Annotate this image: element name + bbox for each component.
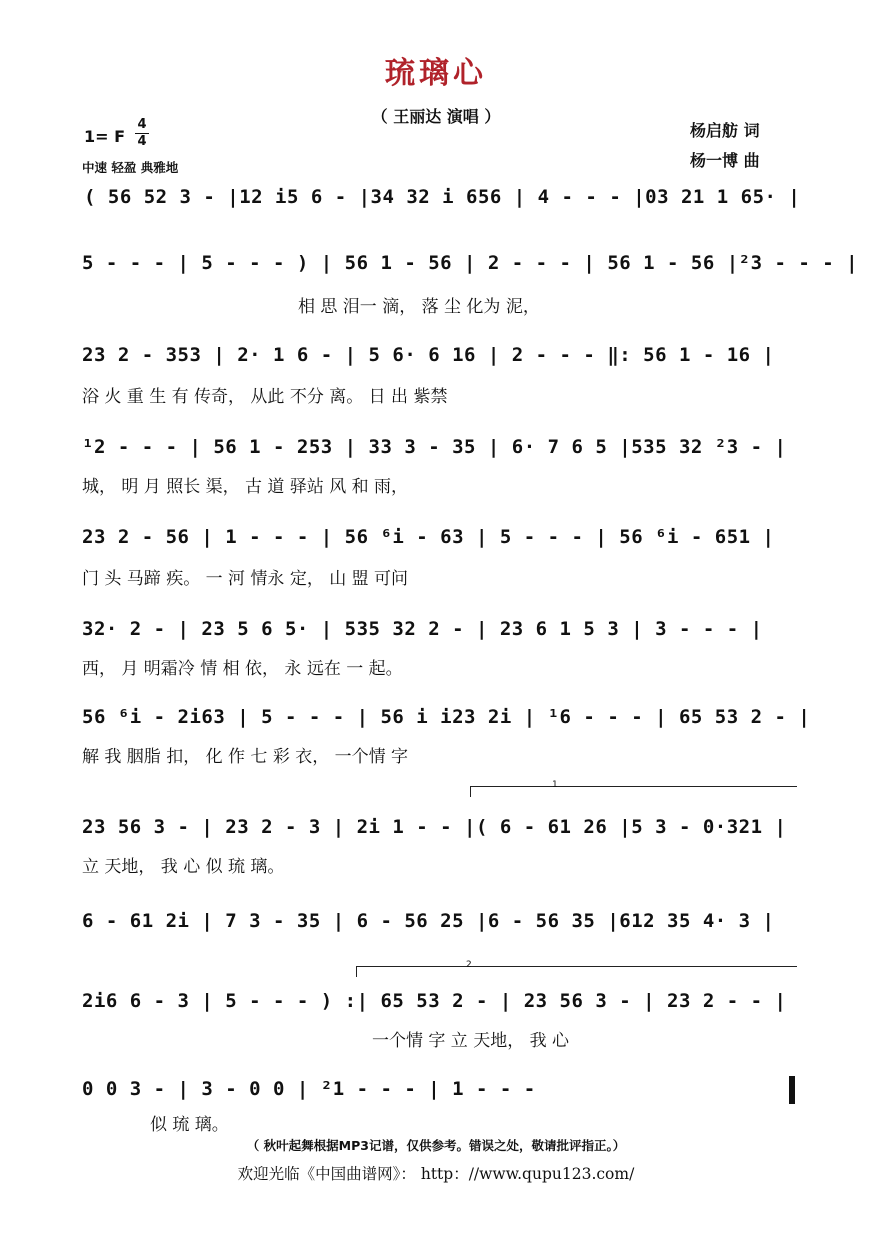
notation-line-1: ( 56 52 3 - |12 i5 6 - |34 32 i 656 | 4 - - - |03 21 1 65· | [84, 186, 801, 208]
lyricist-credit: 杨启舫 词 [690, 121, 760, 140]
time-signature-top: 4 [137, 117, 147, 132]
notation-line-2: 5 - - - | 5 - - - ) | 56 1 - 56 | 2 - - - | 56 1 - 56 |²3 - - - | [82, 252, 859, 274]
notation-line-11: 0 0 3 - | 3 - 0 0 | ²1 - - - | 1 - - - [82, 1078, 536, 1100]
lyrics-line-4: 城， 明 月 照长 渠， 古 道 驿站 风 和 雨， [82, 477, 409, 497]
notation-line-6: 32· 2 - | 23 5 6 5· | 535 32 2 - | 23 6 1 5 3 | 3 - - - | [82, 618, 763, 640]
volta-number-1: 1 [552, 780, 558, 790]
notation-line-7: 56 ⁶i - 2i63 | 5 - - - | 56 i i23 2i | ¹6 - - - | 65 53 2 - | [82, 706, 811, 728]
lyrics-line-11: 似 琉 璃。 [150, 1115, 229, 1135]
time-signature-bottom: 4 [137, 134, 147, 149]
time-signature [135, 118, 149, 149]
composer-credit: 杨一博 曲 [690, 151, 760, 170]
notation-line-5: 23 2 - 56 | 1 - - - | 56 ⁶i - 63 | 5 - - - | 56 ⁶i - 651 | [82, 526, 775, 548]
lyrics-line-5: 门 头 马蹄 疾。 一 河 情永 定， 山 盟 可问 [82, 569, 409, 589]
key-signature: 1= F [84, 127, 126, 146]
site-welcome: 欢迎光临《中国曲谱网》： http：//www.qupu123.com/ [237, 1165, 635, 1183]
lyrics-line-3: 浴 火 重 生 有 传奇， 从此 不分 离。 日 出 紫禁 [82, 387, 448, 407]
notation-line-3: 23 2 - 353 | 2· 1 6 - | 5 6· 6 16 | 2 - - - ‖: 56 1 - 16 | [82, 344, 775, 366]
final-barline [789, 1076, 795, 1104]
volta-bracket-2 [356, 966, 797, 977]
lyrics-line-2: 相 思 泪一 滴， 落 尘 化为 泥， [298, 297, 540, 317]
notation-line-4: ¹2 - - - | 56 1 - 253 | 33 3 - 35 | 6· 7 6 5 |535 32 ²3 - | [82, 436, 787, 458]
lyrics-line-6: 西， 月 明霜冷 情 相 依， 永 远在 一 起。 [82, 659, 403, 679]
notation-line-10: 2i6 6 - 3 | 5 - - - ) :| 65 53 2 - | 23 56 3 - | 23 2 - - | [82, 990, 787, 1012]
volta-bracket-1 [470, 786, 797, 797]
performer-credit: （ 王丽达 演唱 ） [371, 107, 501, 126]
song-title: 琉璃心 [385, 56, 487, 91]
lyrics-line-10: 一个情 字 立 天地， 我 心 [372, 1031, 570, 1051]
lyrics-line-8: 立 天地， 我 心 似 琉 璃。 [82, 857, 285, 877]
notation-line-9: 6 - 61 2i | 7 3 - 35 | 6 - 56 25 |6 - 56 35 |612 35 4· 3 | [82, 910, 775, 932]
volta-number-2: 2 [466, 960, 472, 970]
lyrics-line-7: 解 我 胭脂 扣， 化 作 七 彩 衣， 一个情 字 [82, 747, 409, 767]
notation-line-8: 23 56 3 - | 23 2 - 3 | 2i 1 - - |( 6 - 61 26 |5 3 - 0·321 | [82, 816, 787, 838]
tempo-marking: 中速 轻盈 典雅地 [82, 160, 179, 175]
transcription-note: （ 秋叶起舞根据MP3记谱，仅供参考。错误之处，敬请批评指正。） [246, 1138, 626, 1153]
